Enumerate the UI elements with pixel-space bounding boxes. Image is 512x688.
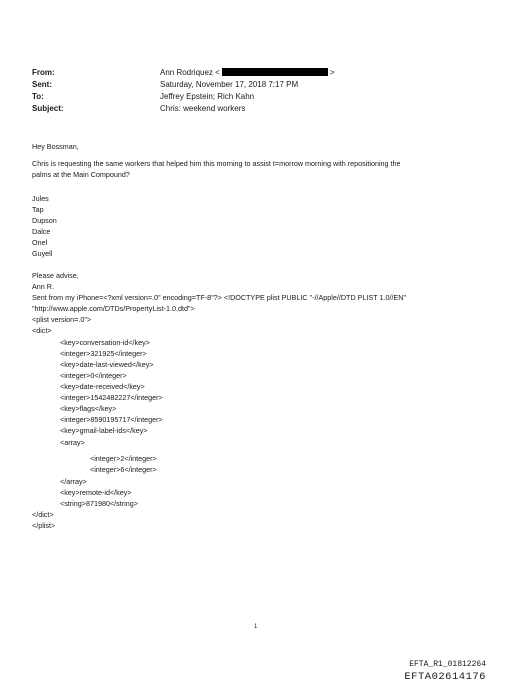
dict-open: <dict> — [32, 326, 52, 335]
sent-label: Sent: — [32, 80, 52, 89]
sent-from-line-1: Sent from my iPhone=<?xml version=.0" encoding=TF-8"?> <!DOCTYPE plist PUBLIC "-//Apple//DTD PLIST 1.0//EN" — [32, 293, 406, 302]
plist-open: <plist version=.0"> — [32, 315, 92, 324]
plist-entry: <integer>8590195717</integer> — [60, 415, 163, 424]
worker-name: Jules — [32, 194, 49, 203]
plist-entry: <string>871980</string> — [60, 499, 138, 508]
signature: Ann R. — [32, 282, 54, 291]
from-value — [160, 68, 335, 78]
bates-stamp-large: EFTA02614176 — [404, 671, 486, 683]
worker-name: Dupson — [32, 216, 57, 225]
page-number: 1 — [254, 624, 258, 630]
plist-entry: <integer>0</integer> — [60, 371, 127, 380]
plist-close: </plist> — [32, 521, 56, 530]
paragraph-line-1: Chris is requesting the same workers that helped him this morning to assist t=morrow morning with repositioning the — [32, 159, 401, 168]
plist-entry: <key>remote-id</key> — [60, 488, 132, 497]
sent-from-line-2: "http://www.apple.com/DTDs/PropertyList-1.0.dtd"> — [32, 304, 195, 313]
subject-value: Chris: weekend workers — [160, 104, 246, 113]
plist-entry: <key>conversation-id</key> — [60, 338, 150, 347]
from-tail: > — [329, 68, 335, 77]
plist-entry: <integer>321925</integer> — [60, 349, 147, 358]
array-item: <integer>6</integer> — [90, 465, 157, 474]
closing: Please advise, — [32, 271, 79, 280]
plist-entry: <key>gmail-label-ids</key> — [60, 426, 148, 435]
worker-name: Onel — [32, 238, 48, 247]
greeting: Hey Bossman, — [32, 142, 79, 151]
from-name: Ann Rodriquez < — [160, 68, 220, 77]
worker-name: Dalce — [32, 227, 51, 236]
worker-name: Guyell — [32, 249, 53, 258]
from-label: From: — [32, 68, 55, 77]
dict-close: </dict> — [32, 510, 54, 519]
plist-entry: <array> — [60, 438, 85, 447]
plist-entry: <key>date-last-viewed</key> — [60, 360, 154, 369]
worker-name: Tap — [32, 205, 44, 214]
plist-entry: </array> — [60, 477, 87, 486]
sent-value: Saturday, November 17, 2018 7:17 PM — [160, 80, 299, 89]
subject-label: Subject: — [32, 104, 64, 113]
plist-entry: <key>date-received</key> — [60, 382, 145, 391]
bates-stamp-small: EFTA_R1_01812264 — [409, 660, 486, 669]
to-value: Jeffrey Epstein; Rich Kahn — [160, 92, 255, 101]
redaction-bar — [222, 68, 328, 76]
plist-entry: <integer>1542482227</integer> — [60, 393, 163, 402]
plist-entry: <key>flags</key> — [60, 404, 117, 413]
paragraph-line-2: palms at the Main Compound? — [32, 170, 130, 179]
to-label: To: — [32, 92, 44, 101]
array-item: <integer>2</integer> — [90, 454, 157, 463]
